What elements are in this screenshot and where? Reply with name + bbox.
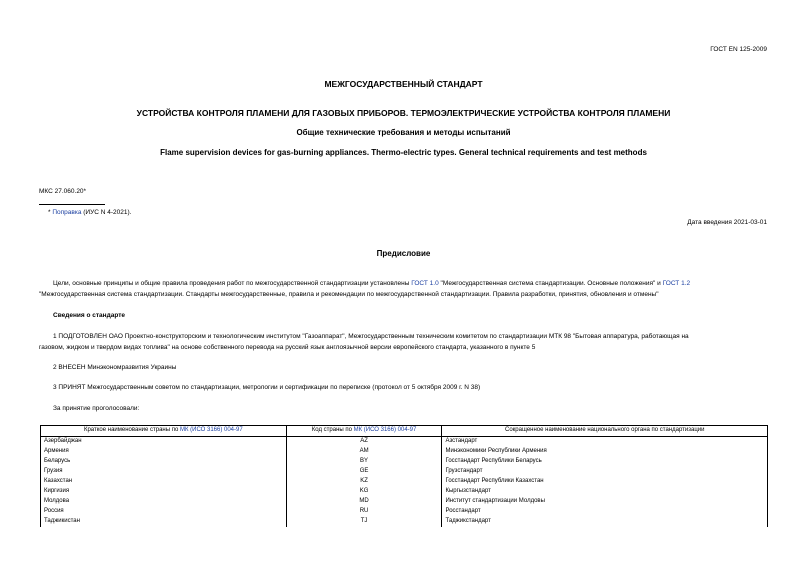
mk-iso-link[interactable]: МК (ИСО 3166) 004-97 (179, 427, 243, 434)
cell-code: AM (286, 447, 442, 457)
info-heading: Сведения о стандарте (53, 312, 126, 319)
cell-org: Минэкономики Республики Армения (442, 447, 768, 457)
column-header-org: Сокращенное наименование национального органа по стандартизации (442, 426, 768, 437)
cell-org: Госстандарт Республики Казахстан (442, 477, 768, 487)
cell-org: Росстандарт (442, 507, 768, 517)
table-row (41, 477, 768, 487)
cell-org: Таджикстандарт (442, 517, 768, 527)
cell-code: AZ (286, 437, 442, 448)
cell-country: Россия (41, 507, 287, 517)
table-header-row (41, 426, 768, 437)
item-2: 2 ВНЕСЕН Минэкономразвития Украины (53, 364, 177, 371)
cell-code: GE (286, 467, 442, 477)
table-row (41, 517, 768, 527)
column-header-country-text: Краткое наименование страны по (83, 427, 179, 434)
item-1-line-2: газовом, жидком и твердом видах топлива" на основе собственного перевода на русский язык англоязычной версии европейского стандарта, указанного в пункте 5 (39, 343, 536, 351)
cell-org: Грузстандарт (442, 467, 768, 477)
cell-org: Кыргызстандарт (442, 487, 768, 497)
table-row (41, 487, 768, 497)
cell-country: Грузия (41, 467, 287, 477)
cell-code: TJ (286, 517, 442, 527)
preface-line-2: "Межгосударственная система стандартизации. Стандарты межгосударственные, правила и рекомендации по межгосударственной стандартизации. Правила разработки, принятия, обновления и отмены" (39, 290, 659, 298)
subtitle-russian: Общие технические требования и методы испытаний (296, 128, 511, 137)
mks-code: МКС 27.060.20* (39, 188, 87, 195)
cell-country: Киргизия (41, 487, 287, 497)
document-code: ГОСТ EN 125-2009 (710, 46, 767, 53)
cell-country: Молдова (41, 497, 287, 507)
table-row (41, 437, 768, 448)
item-3: 3 ПРИНЯТ Межгосударственным советом по стандартизации, метрологии и сертификации по переписке (протокол от 5 октября 2009 г. N 38) (53, 384, 481, 391)
gost-1-2-link[interactable]: ГОСТ 1.2 (662, 280, 691, 287)
column-header-country (41, 426, 287, 437)
title-russian: УСТРОЙСТВА КОНТРОЛЯ ПЛАМЕНИ ДЛЯ ГАЗОВЫХ ПРИБОРОВ. ТЕРМОЭЛЕКТРИЧЕСКИЕ УСТРОЙСТВА КОНТРОЛЯ ПЛАМЕНИ (136, 108, 671, 118)
table-row (41, 507, 768, 517)
item-1-text: 1 ПОДГОТОВЛЕН ОАО Проектно-конструкторским и технологическим институтом "Газоаппарат", Межгосударственным техническим комитетом по стандартизации МТК 98 "Бытовая аппаратура, работающая на (53, 333, 689, 340)
table-row (41, 467, 768, 477)
footnote-divider (39, 204, 105, 205)
states-table (40, 425, 768, 527)
cell-country: Таджикистан (41, 517, 287, 527)
preface-text-1: Цели, основные принципы и общие правила проведения работ по межгосударственной стандартизации установлены (53, 280, 410, 287)
footnote (48, 209, 131, 216)
preface-text-2: "Межгосударственная система стандартизации. Основные положения" и (440, 280, 661, 287)
cell-country: Армения (41, 447, 287, 457)
item-1 (39, 332, 689, 353)
table-row (41, 497, 768, 507)
footnote-text: (ИУС N 4-2021). (83, 209, 132, 216)
voted-label: За принятие проголосовали: (53, 405, 140, 412)
footnote-star: * (48, 209, 51, 216)
column-header-code (286, 426, 442, 437)
cell-code: RU (286, 507, 442, 517)
cell-code: KG (286, 487, 442, 497)
preface-line-1 (39, 279, 690, 290)
item-1-line-1 (39, 332, 689, 343)
cell-country: Беларусь (41, 457, 287, 467)
cell-org: Госстандарт Республики Беларусь (442, 457, 768, 467)
title-english: Flame supervision devices for gas-burning appliances. Thermo-electric types. General technical requirements and test methods (160, 148, 647, 157)
cell-country: Азербайджан (41, 437, 287, 448)
preface-heading: Предисловие (376, 249, 431, 258)
cell-code: KZ (286, 477, 442, 487)
preface-paragraph (39, 279, 690, 300)
cell-code: BY (286, 457, 442, 467)
mk-iso-link[interactable]: МК (ИСО 3166) 004-97 (353, 427, 417, 434)
cell-org: Институт стандартизации Молдовы (442, 497, 768, 507)
table-body (41, 437, 768, 528)
column-header-code-text: Код страны по (311, 427, 352, 434)
standard-type-heading: МЕЖГОСУДАРСТВЕННЫЙ СТАНДАРТ (324, 79, 483, 89)
amendment-link[interactable]: Поправка (52, 209, 82, 216)
table-row (41, 457, 768, 467)
table-row (41, 447, 768, 457)
cell-org: Азстандарт (442, 437, 768, 448)
gost-1-0-link[interactable]: ГОСТ 1.0 (411, 280, 439, 287)
introduction-date: Дата введения 2021-03-01 (687, 219, 767, 226)
cell-country: Казахстан (41, 477, 287, 487)
cell-code: MD (286, 497, 442, 507)
